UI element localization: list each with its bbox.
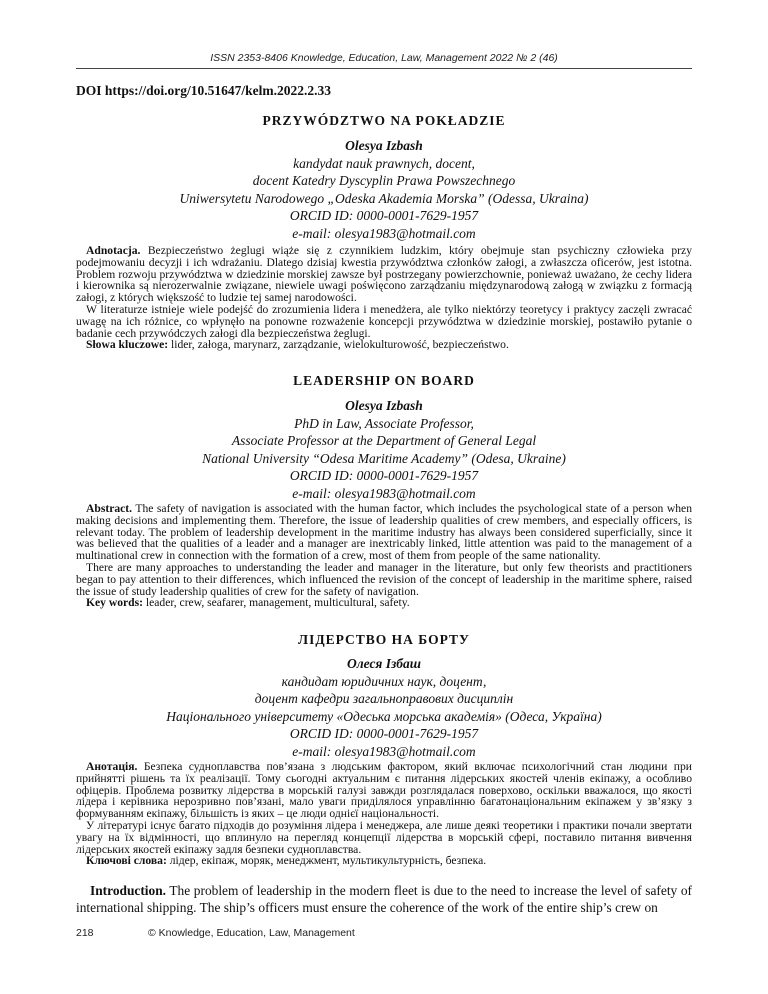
ukrainian-keywords: лідер, екіпаж, моряк, менеджмент, мультикультурність, безпека. — [166, 854, 487, 868]
english-affiliation-line: Associate Professor at the Department of General Legal — [231, 433, 537, 448]
polish-abstract-p2: W literaturze istnieje wiele podejść do zrozumienia lidera i menedżera, ale tylko niektórzy teoretycy i praktycy zaczęli zwracać uwagę na ich różnice, co wpłynęło na ponowne rozważenie koncepcji przywództwa w dziedzinie morskiej, postawiło pytanie o badanie cech przywódczych załogi dla bezpieczeństwa żeglugi. — [76, 302, 692, 340]
polish-email: e-mail: olesya1983@hotmail.com — [292, 225, 476, 241]
ukrainian-affiliation-line: Національного університету «Одеська морська академія» (Одеса, Україна) — [166, 708, 602, 724]
polish-author-block — [76, 137, 692, 242]
english-abstract — [76, 503, 692, 609]
doi-line: DOI https://doi.org/10.51647/kelm.2022.2.33 — [76, 83, 332, 98]
english-keywords: leader, crew, seafarer, management, multicultural, safety. — [143, 596, 410, 610]
english-affiliation-line: PhD in Law, Associate Professor, — [294, 415, 474, 431]
polish-affiliation-line: docent Katedry Dyscyplin Prawa Powszechnego — [252, 173, 516, 188]
polish-keywords: lider, załoga, marynarz, zarządzanie, wielokulturowość, bezpieczeństwo. — [168, 338, 509, 352]
english-affiliation-line: National University “Odesa Maritime Academy” (Odesa, Ukraine) — [202, 450, 566, 466]
ukrainian-orcid: ORCID ID: 0000-0001-7629-1957 — [289, 726, 479, 741]
english-author-name: Olesya Izbash — [345, 398, 423, 413]
polish-author-name: Olesya Izbash — [345, 138, 423, 153]
introduction-paragraph — [76, 882, 692, 916]
polish-affiliation-line: kandydat nauk prawnych, docent, — [293, 155, 475, 171]
polish-abstract — [76, 245, 692, 351]
english-abstract-label: Abstract. — [86, 502, 133, 515]
english-orcid: ORCID ID: 0000-0001-7629-1957 — [289, 468, 479, 483]
polish-abstract-p1: Bezpieczeństwo żeglugi wiąże się z czynnikiem ludzkim, który obejmuje stan psychiczny człowieka przy podejmowaniu decyzji i ich wdrażaniu. Dlatego dzisiaj kwestia przywództwa członków załogi, a zwłaszcza oficerów, jest istotna. Problem rozwoju przywództwa w dziedzinie morskiej zawsze był postrzegany powierzchownie, ponieważ uważano, że cechy lidera i kierownika są nierozerwalnie związane, niewiele uwagi poświęcono zarządzaniu międzynarodową załogą w związku z formacją załogi, z których większość to ludzie tej samej narodowości. — [76, 244, 692, 305]
ukrainian-abstract-p1: Безпека судноплавства пов’язана з людським фактором, який включає психологічний стан людини при прийнятті рішень та їх реалізації. Тому сьогодні актуальним є питання лідерських якостей членів екіпажу, а особливо офіцерів. Проблема розвитку лідерства в морській галузі завжди розглядалася поверхово, оскільки вважалося, що якості лідера і керівника нерозривно пов’язані, мало уваги приділялося управлінню багатонаціональним екіпажем у зв’язку з формуванням екіпажу, більшість із яких – це люди однієї національності. — [76, 760, 692, 821]
running-header: ISSN 2353-8406 Knowledge, Education, Law, Management 2022 № 2 (46) — [210, 52, 558, 64]
ukrainian-email: e-mail: olesya1983@hotmail.com — [292, 743, 476, 759]
polish-abstract-label: Adnotacja. — [86, 244, 141, 257]
polish-keywords-label: Słowa kluczowe: — [86, 338, 169, 352]
ukrainian-abstract-p2: У літературі існує багато підходів до розуміння лідера і менеджера, але лише деякі теоретики і практики почали звертати увагу на їх відмінності, що вплинуло на перегляд концепції лідерства в морській сфері, поставило питання вивчення лідерських якостей екіпажу задля безпеки судноплавства. — [76, 818, 692, 856]
english-abstract-p2: There are many approaches to understanding the leader and manager in the literature, but only few theorists and practitioners began to pay attention to their differences, which influenced the revision of the concept of leadership in the maritime sphere, raised the issue of study leadership qualities of crew for the safety of navigation. — [76, 560, 692, 598]
page-number: 218 — [76, 927, 94, 939]
footer-publisher: © Knowledge, Education, Law, Management — [148, 927, 355, 939]
polish-orcid: ORCID ID: 0000-0001-7629-1957 — [289, 208, 479, 223]
english-email: e-mail: olesya1983@hotmail.com — [292, 485, 476, 501]
header-divider — [76, 68, 692, 69]
introduction-text: The problem of leadership in the modern fleet is due to the need to increase the level of safety of international shipping. The ship’s officers must ensure the coherence of the work of the entire ship’s crew on — [76, 883, 692, 915]
polish-affiliation-line: Uniwersytetu Narodowego „Odeska Akademia Morska” (Odessa, Ukraina) — [179, 190, 589, 206]
english-title: LEADERSHIP ON BOARD — [293, 373, 475, 388]
ukrainian-abstract — [76, 761, 692, 867]
ukrainian-affiliation-line: кандидат юридичних наук, доцент, — [281, 673, 487, 689]
ukrainian-affiliation-line: доцент кафедри загальноправових дисциплін — [254, 691, 514, 706]
polish-title: PRZYWÓDZTWO NA POKŁADZIE — [262, 113, 506, 128]
english-author-block — [76, 397, 692, 502]
english-keywords-label: Key words: — [86, 596, 143, 610]
ukrainian-author-name: Олеся Ізбаш — [346, 656, 422, 671]
english-abstract-p1: The safety of navigation is associated with the human factor, which includes the psychological state of a person when making decisions and implementing them. Therefore, the issue of leadership qualities of crew members, and especially officers, is relevant today. The problem of leadership development in the maritime industry has always been considered superficially, since it was believed that the qualities of a leader and a manager are inextricably linked, little attention was paid to the management of a multinational crew in connection with the formation of a crew, most of them from people of the same nationality. — [76, 502, 692, 563]
ukrainian-title: ЛІДЕРСТВО НА БОРТУ — [298, 632, 470, 647]
ukrainian-keywords-label: Ключові слова: — [86, 854, 167, 868]
ukrainian-abstract-label: Анотація. — [86, 760, 138, 773]
introduction-label: Introduction. — [90, 883, 167, 898]
ukrainian-author-block — [76, 655, 692, 760]
